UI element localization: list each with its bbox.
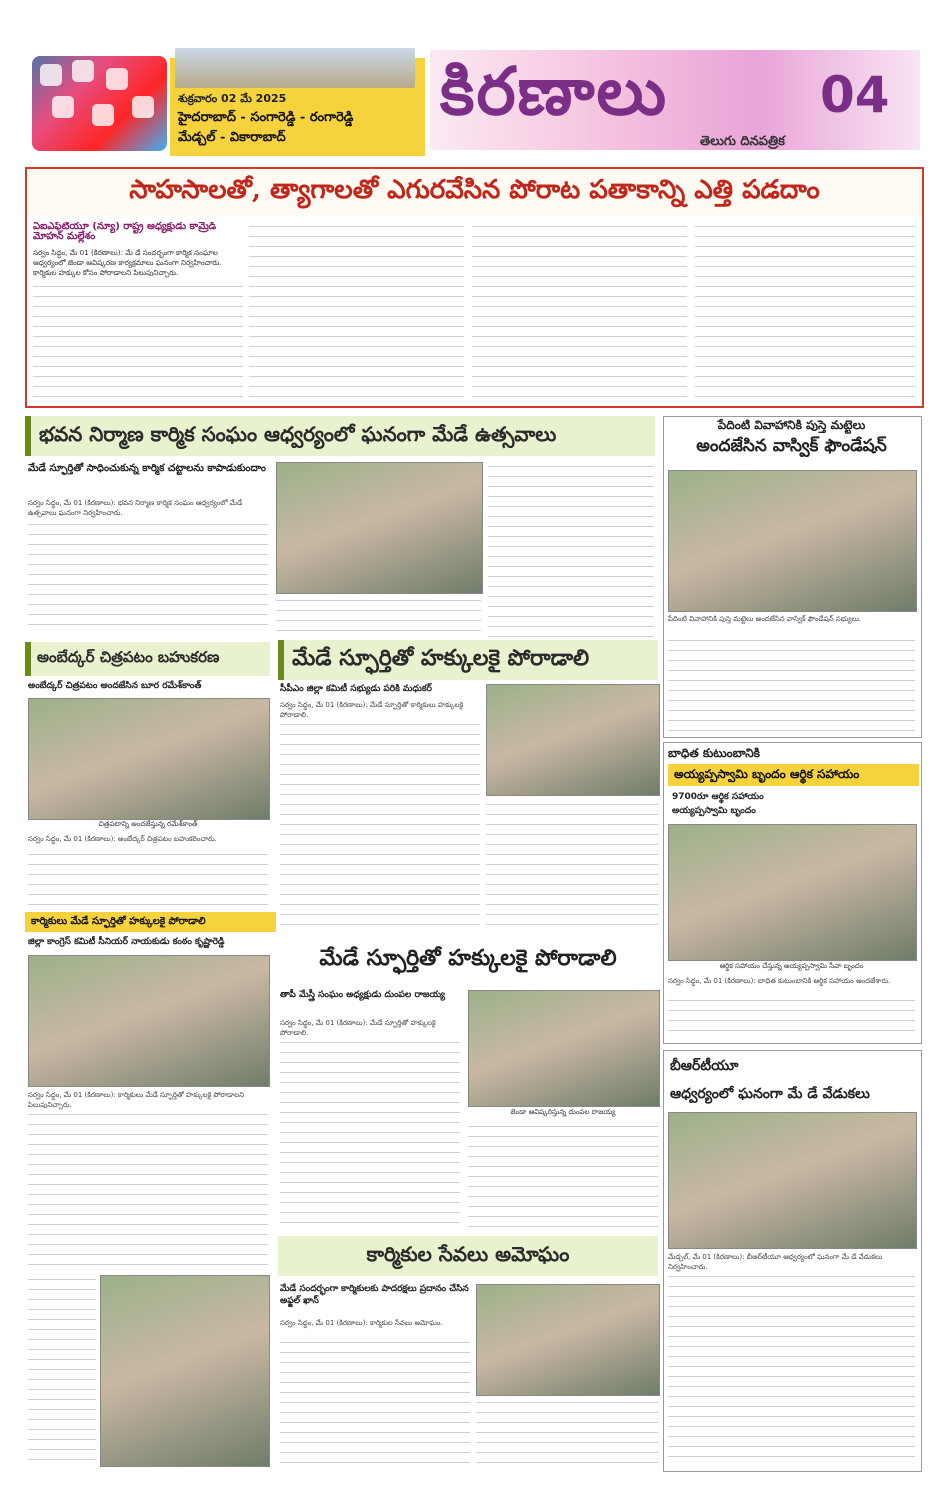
lead-col-4 xyxy=(695,222,915,402)
karmikulu-filler-2 xyxy=(28,1275,96,1465)
right1-filler xyxy=(668,636,915,732)
right2-bullet1: 9700రూ ఆర్థిక సహాయం xyxy=(672,792,764,802)
karmikulu-photo xyxy=(28,955,270,1087)
mayday2-photo xyxy=(468,990,660,1107)
ambedkar-caption: చిత్రపటాన్ని అందజేస్తున్న రమేశ్‌కాంత్ xyxy=(98,820,198,828)
filler-lines xyxy=(33,282,243,402)
edition-cities-2: మేడ్చల్ - వికారాబాద్ xyxy=(178,130,286,145)
ambedkar-sub: అంబేద్కర్ చిత్రపటం అందజేసిన బూర రమేశ్‌కాంత్ xyxy=(28,681,202,691)
right2-caption: ఆర్థిక సహాయం చేస్తున్న అయ్యప్పస్వామి సేవా బృందం xyxy=(719,962,864,970)
youtube-icon xyxy=(72,60,94,82)
right1-text: పేదింటి వివాహానికి పుస్తె మట్టెలు అందజేసిన వాస్విక్ ఫౌండేషన్ సభ్యులు. xyxy=(668,615,862,623)
linkedin-icon xyxy=(132,96,154,118)
right2-text: సర్వం సిద్ధం, మే 01 (కిరణాలు): బాధిత కుటుంబానికి ఆర్థిక సహాయం అందజేశారు. xyxy=(668,977,891,985)
mayday2-headline: మేడే స్ఫూర్తితో హక్కులకై పోరాడాలి xyxy=(319,944,617,971)
lead-col-3 xyxy=(472,222,687,402)
city-skyline-image xyxy=(175,48,415,88)
karmikulu-photo-2 xyxy=(100,1275,270,1467)
section2-photo xyxy=(276,462,483,594)
ambedkar-photo xyxy=(28,698,270,820)
mayday2-col2-filler xyxy=(468,1122,658,1228)
karmikulu-filler xyxy=(28,1110,268,1270)
mayday2-text: సర్వం సిద్ధం, మే 01 (కిరణాలు): మేడే స్ఫూర్తితో హక్కులకై పోరాడాలి. xyxy=(280,1019,436,1037)
right1-kicker: పేదింటి వివాహానికి పుస్తె మట్టెలు xyxy=(717,418,866,432)
twitter-icon xyxy=(106,68,128,90)
right1-title: అందజేసిన వాస్విక్ ఫౌండేషన్ xyxy=(696,436,887,456)
bjp-text: మేడ్చల్, మే 01 (కిరణాలు): బీఆర్‌టీయూ ఆధ్వర్యంలో ఘనంగా మే డే వేడుకలు నిర్వహించారు. xyxy=(668,1253,883,1271)
karmikulu-text: సర్వం సిద్ధం, మే 01 (కిరణాలు): కార్మికులు మేడే స్ఫూర్తితో హక్కులకై పోరాడాలని పిలుపునిచ్చారు. xyxy=(28,1091,245,1109)
ambedkar-text: సర్వం సిద్ధం, మే 01 (కిరణాలు): అంబేద్కర్ చిత్రపటం బహుకరించారు. xyxy=(28,835,217,843)
mayday1-headline: మేడే స్ఫూర్తితో హక్కులకై పోరాడాలి xyxy=(278,640,658,680)
bjp-kicker: బీఆర్‌టీయూ xyxy=(670,1058,739,1074)
right2-photo xyxy=(668,824,917,961)
lead-headline: సాహసాలతో, త్యాగాలతో ఎగురవేసిన పోరాట పతాకాన్ని ఎత్తి పడదాం xyxy=(25,167,924,219)
mayday2-caption: జెండా ఆవిష్కరిస్తున్న దుంపల రాజయ్య xyxy=(510,1108,616,1116)
karmikulu-sub: జిల్లా కాంగ్రెస్ కమిటీ సీనియర్ నాయకుడు కంఠం కృష్ణారెడ్డి xyxy=(28,937,225,947)
services-col2-filler xyxy=(476,1398,658,1466)
mayday1-col2-filler xyxy=(486,800,658,930)
section2-col2-filler xyxy=(276,596,481,636)
right2-title: అయ్యప్పస్వామి బృందం ఆర్థిక సహాయం xyxy=(668,764,919,786)
tagline: తెలుగు దినపత్రిక xyxy=(700,134,785,149)
lead-byline: ఏఐఎఫ్‌టీయూ (న్యూ) రాష్ట్ర అధ్యక్షుడు కామ్రేడ్ మోహన్ మల్లేశం xyxy=(33,222,217,242)
section2-headline: భవన నిర్మాణ కార్మిక సంఘం ఆధ్వర్యంలో ఘనంగా మేడే ఉత్సవాలు xyxy=(25,416,655,456)
section2-filler xyxy=(28,520,268,630)
newspaper-logo: కిరణాలు xyxy=(440,52,669,130)
lead-col-2 xyxy=(249,222,464,402)
ambedkar-title: అంబేద్కర్ చిత్రపటం బహుకరణ xyxy=(25,642,270,676)
bjp-photo xyxy=(668,1112,917,1249)
section2-text: సర్వం సిద్ధం, మే 01 (కిరణాలు): భవన నిర్మాణ కార్మిక సంఘం ఆధ్వర్యంలో మేడే ఉత్సవాలు ఘనంగా నిర్వహించారు. xyxy=(28,499,243,517)
social-media-icons-image xyxy=(32,56,167,151)
right2-filler xyxy=(668,996,915,1038)
services-headline: కార్మికుల సేవలు అమోఘం xyxy=(278,1236,658,1276)
bjp-title: ఆధ్వర్యంలో ఘనంగా మే డే వేడుకలు xyxy=(670,1086,870,1102)
bjp-filler xyxy=(668,1272,915,1464)
mayday1-photo xyxy=(486,684,660,796)
edition-date: శుక్రవారం 02 మే 2025 xyxy=(178,92,287,105)
ambedkar-filler xyxy=(28,850,268,910)
whatsapp-icon xyxy=(92,104,114,126)
right2-kicker: బాధిత కుటుంబానికి xyxy=(668,746,760,760)
mayday2-filler xyxy=(280,1038,460,1228)
edition-cities-1: హైదరాబాద్ - సంగారెడ్డి - రంగారెడ్డి xyxy=(178,110,354,125)
lead-story xyxy=(25,216,924,408)
services-sub: మేడే సందర్భంగా కార్మికులకు పాదరక్షలు ప్రదానం చేసిన అఫ్జల్ ఖాన్ xyxy=(280,1284,469,1306)
instagram-icon xyxy=(52,96,74,118)
section2-sub: మేడే స్ఫూర్తితో సాధించుకున్న కార్మిక చట్టాలను కాపాడుకుందాం xyxy=(28,463,266,474)
right2-bullet2: అయ్యప్పస్వామి బృందం xyxy=(672,806,756,816)
karmikulu-bar: కార్మికులు మేడే స్ఫూర్తితో హక్కులకై పోరాడాలి xyxy=(25,912,276,932)
mayday1-filler xyxy=(280,720,480,930)
services-filler xyxy=(280,1338,470,1466)
services-photo xyxy=(476,1284,660,1396)
right1-photo xyxy=(668,470,917,612)
page-number: 04 xyxy=(820,66,890,124)
mayday1-sub: సీపీఎం జిల్లా కమిటీ సభ్యుడు పరికి మధుకర్ xyxy=(280,684,432,694)
mayday1-text: సర్వం సిద్ధం, మే 01 (కిరణాలు): మేడే స్ఫూర్తితో కార్మికులు హక్కులకై పోరాడాలి. xyxy=(280,701,464,719)
lead-text: సర్వం సిద్ధం, మే 01 (కిరణాలు): మే డే సందర్భంగా కార్మిక సంఘాల ఆధ్వర్యంలో జెండా ఆవిష్కరణ కార్యక్రమాలు ఘనంగా నిర్వహించారు. కార్మికుల హక్కుల కోసం పోరాడాలని పిలుపునిచ్చారు. xyxy=(33,248,222,277)
services-text: సర్వం సిద్ధం, మే 01 (కిరణాలు): కార్మికుల సేవలు అమోఘం. xyxy=(280,1319,443,1327)
facebook-icon xyxy=(40,64,62,86)
mayday2-sub: తాపీ మేస్త్రీ సంఘం అధ్యక్షుడు దుంపల రాజయ్య xyxy=(280,990,446,1000)
section2-col3-filler xyxy=(488,462,653,637)
